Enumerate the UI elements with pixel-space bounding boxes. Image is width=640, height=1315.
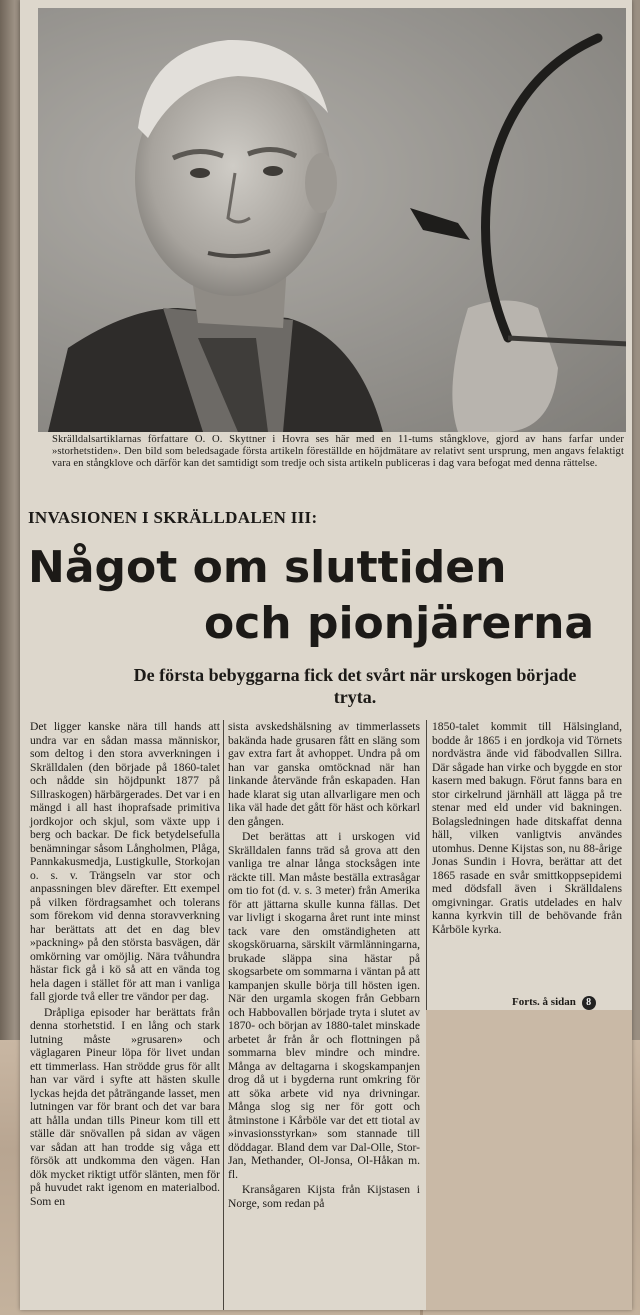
portrait-illustration (38, 8, 626, 432)
continuation-text: Forts. å sidan (512, 996, 576, 1008)
portrait-photo (38, 8, 626, 432)
paragraph: sista avskedshälsning av timmerlassets bakända hade grusaren fått en släng som gav extra fart åt avhoppet. Undra på om han var ganska omtöcknad när han linkande återvände från eskapaden. Han hade klarat sig utan allvarligare men och lika väl hade det gått för häst och körkarl den gången. (228, 720, 420, 828)
headline (28, 540, 628, 652)
paragraph: Det ligger kanske nära till hands att undra var en sådan massa människor, som deltog i den stora avverkningen i Skrälldalen (den började på 1860-talet och nådde sin höjdpunkt 1877 på Sillraskogen) härbärgerades. Det var i en mängd i all hast ihoprafsade primitiva jordkojor och skjul, som växte upp i berg och backar. De fick betydelsefulla benämningar såsom Långholmen, Plåga, Pannkakusmedja, Lustigkulle, Storkojan o. s. v. Trängseln var stor och anpassningen blev därefter. Ett exempel på vilken fördragsamhet och tolerans som förekom vid denna storavverkning har berättats att det en dag blev »packning» på den största basvägen, där omkörning var omöjlig. Nära tvåhundra hästar fick gå i kö så att en vända tog hela dagen i stället för att man i vanliga fall gjorde två eller tre vändor per dag. (30, 720, 220, 1003)
column-rule (223, 720, 224, 1310)
headline-line-1: Något om sluttiden (28, 542, 507, 593)
photo-caption: Skrälldalsartiklarnas författare O. O. Skyttner i Hovra ses här med en 11-tums stångklove, gjord av hans farfar under »storhetstiden». Den bild som beledsagade första artikeln föreställde en höjdmätare av relativt sent ursprung, men angavs felaktigt vara en stångklove och därför kan det samtidigt som tredje och sista artikeln publiceras i dag vara befogat med denna rättelse. (52, 434, 624, 469)
continuation-page-number: 8 (582, 996, 596, 1010)
continuation-note (512, 996, 596, 1010)
article-column-2 (228, 720, 420, 1212)
subheadline: De första bebyggarna fick det svårt när urskogen började tryta. (133, 665, 577, 707)
paragraph: Kransågaren Kijsta från Kijstasen i Norge, som redan på (228, 1183, 420, 1210)
paragraph: Det berättas att i urskogen vid Skrälldalen fanns träd så grova att den vanliga tre alnar långa stocksågen inte räckte till. Man måste beställa extrasågar om tio fot (d. v. s. 3 meter) från Amerika för att jättarna skulle kunna fällas. Det var livligt i skogarna året runt inte minst tack vare den omständigheten att skogsköruarna, särskilt värmlänningarna, brukade släppa sina hästar på skogsarbete om sommarna i väntan på att kampanjen skulle börja till hösten igen. När den urgamla skogen från Gebbarn och Habbovallen började tryta i slutet av 1870- och början av 1880-talet minskade arbetet år från år och flottningen på sommarna blev mindre och mindre. Många av deltagarna i skogskampanjen drog då ut i bygderna runt omkring för att söka arbete vid nya drivningar. Många slog sig ner för gott och åtminstone i Kårböle var det ett tiotal av »invasionsstyrkan» som stannade till döddagar. Bland dem var Dal-Olle, Stor-Jan, Methander, Ol-Jonsa, Ol-Håkan m. fl. (228, 830, 420, 1181)
paragraph: Dråpliga episoder har berättats från denna storhetstid. I en lång och stark lutning måste »grusaren» och väglagaren Pineur löpa för livet undan ett timmerlass. Han strödde grus för allt han var värd i syfte att hästen skulle lyckas hejda det påträngande lasset, men lutningen var för brant och det var bara att hålla undan tills Pineur kom till ett ställe där snövallen på sidan av vägen var sådan att han trodde sig våga ett försök att undkomma den vägen. Han dök mycket riktigt utför slänten, men för på huvudet rakt igenom en materialbod. Som en (30, 1005, 220, 1208)
section-kicker: INVASIONEN I SKRÄLLDALEN III: (28, 508, 318, 527)
article-column-1 (30, 720, 220, 1210)
clipping-torn-edge (426, 1010, 632, 1310)
column-rule (426, 720, 427, 1010)
paragraph: 1850-talet kommit till Hälsingland, bodde år 1865 i en jordkoja vid Törnets nordvästra ände vid fäbodvallen Sillra. Där sågade han virke och byggde en stor kasern med bakugn. Förut fanns bara en stor cirkelrund järnhäll att lägga på tre stenar med eld under vid bakningen. Bolagsledningen hade ditskaffat denna häll, vilken vanligtvis användes utomhus. Denne Kijstas son, nu 88-årige Jonas Sundin i Hovra, berättar att det 1865 rasade en svår smittkoppsepidemi med dödsfall även i Skrälldalens omgivningar. Gratis utdelades en halv kanna kyrkvin till de behövande från Kårböle kyrka. (432, 720, 622, 936)
headline-line-2: och pionjärerna (204, 598, 595, 649)
article-column-3 (432, 720, 622, 938)
